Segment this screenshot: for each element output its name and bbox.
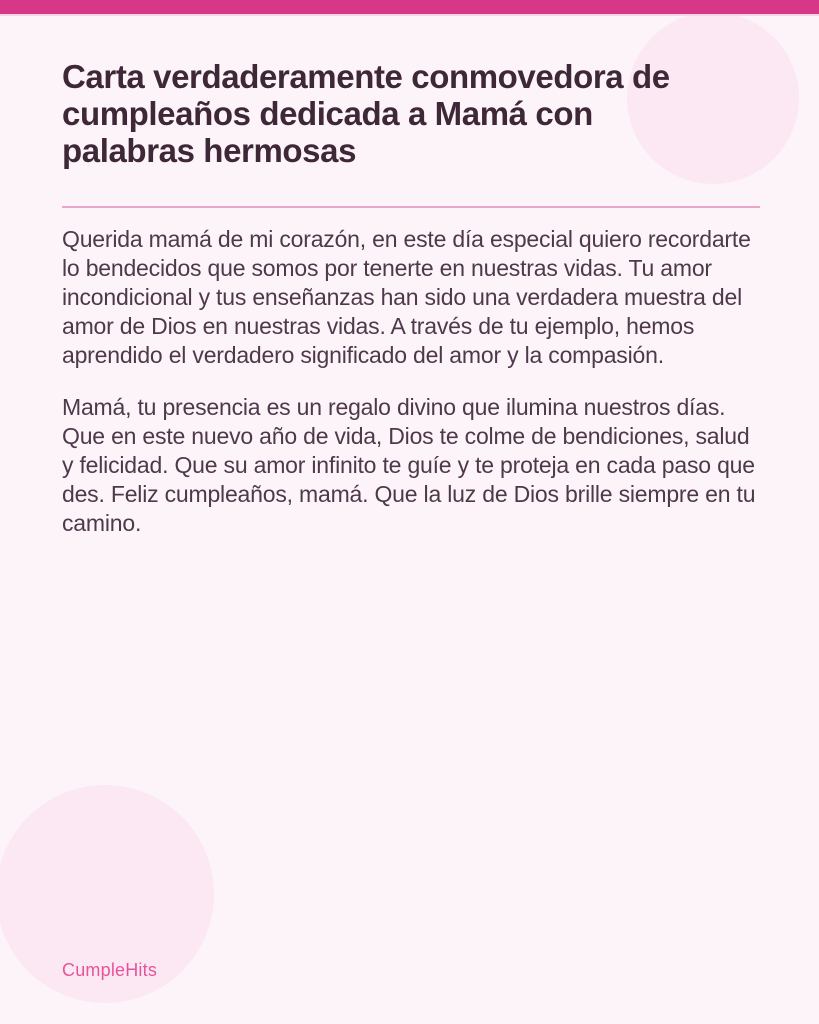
top-accent-bar (0, 0, 819, 16)
article-title: Carta verdaderamente conmovedora de cumpleaños dedicada a Mamá con palabras hermosas (62, 58, 670, 169)
article (62, 58, 762, 538)
brand-watermark: CumpleHits (62, 960, 158, 980)
article-paragraph-2: Mamá, tu presencia es un regalo divino que ilumina nuestros días. Que en este nuevo año de vida, Dios te colme de bendiciones, salud y felicidad. Que su amor infinito te guíe y te proteja en cada paso que des. Feliz cumpleaños, mamá. Que la luz de Dios brille siempre en tu camino. (62, 394, 756, 536)
article-paragraph-1: Querida mamá de mi corazón, en este día especial quiero recordarte lo bendecidos que somos por tenerte en nuestras vidas. Tu amor incondicional y tus enseñanzas han sido una verdadera muestra del amor de Dios en nuestras vidas. A través de tu ejemplo, hemos aprendido el verdadero significado del amor y la compasión. (62, 226, 751, 368)
title-divider (62, 206, 760, 208)
